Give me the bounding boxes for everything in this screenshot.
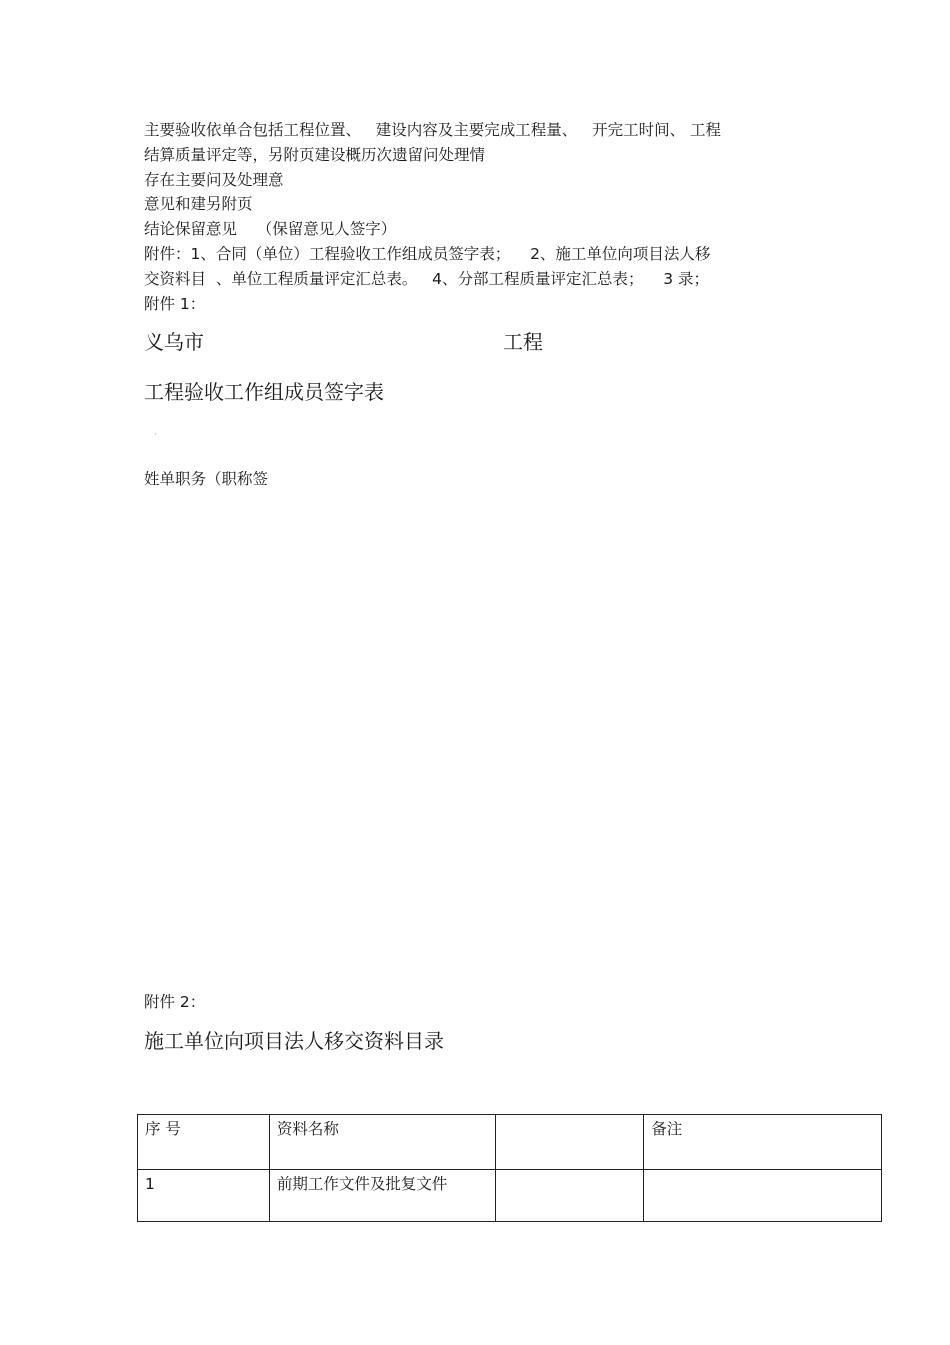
stray-dot: · [154, 430, 157, 439]
intro-line-2: 结算质量评定等，另附页建设概历次遗留问处理情 [144, 146, 486, 164]
city-name: 义乌市 [144, 330, 204, 354]
handover-table [137, 1114, 882, 1222]
header-index: 序 号 [138, 1115, 270, 1170]
intro-line-4: 意见和建另附页 [144, 195, 253, 213]
project-name: 工程 [503, 330, 543, 354]
handover-list-title: 施工单位向项目法人移交资料目录 [144, 1029, 444, 1053]
table-row [138, 1170, 882, 1222]
header-document-name: 资料名称 [269, 1115, 495, 1170]
intro-line-6: 附件：1、合同（单位）工程验收工作组成员签字表； 2、施工单位向项目法人移 [144, 245, 711, 263]
signature-table-title: 工程验收工作组成员签字表 [144, 380, 384, 404]
row-index: 1 [138, 1170, 270, 1222]
attachment2-label: 附件 2： [144, 993, 206, 1011]
row-document-name: 前期工作文件及批复文件 [269, 1170, 495, 1222]
row-remarks [644, 1170, 882, 1222]
attachment1-label: 附件 1： [144, 295, 206, 313]
signature-columns-line: 姓单职务（职称签 [144, 470, 269, 488]
header-remarks: 备注 [644, 1115, 882, 1170]
intro-line-5: 结论保留意见 （保留意见人签字） [144, 220, 397, 238]
row-blank [495, 1170, 644, 1222]
intro-line-1: 主要验收依单合包括工程位置、 建设内容及主要完成工程量、 开完工时间、 工程 [144, 121, 721, 139]
header-blank [495, 1115, 644, 1170]
intro-line-7: 交资料目 、单位工程质量评定汇总表。 4、分部工程质量评定汇总表； 3 录； [144, 270, 709, 288]
table-header-row [138, 1115, 882, 1170]
intro-line-3: 存在主要问及处理意 [144, 171, 284, 189]
